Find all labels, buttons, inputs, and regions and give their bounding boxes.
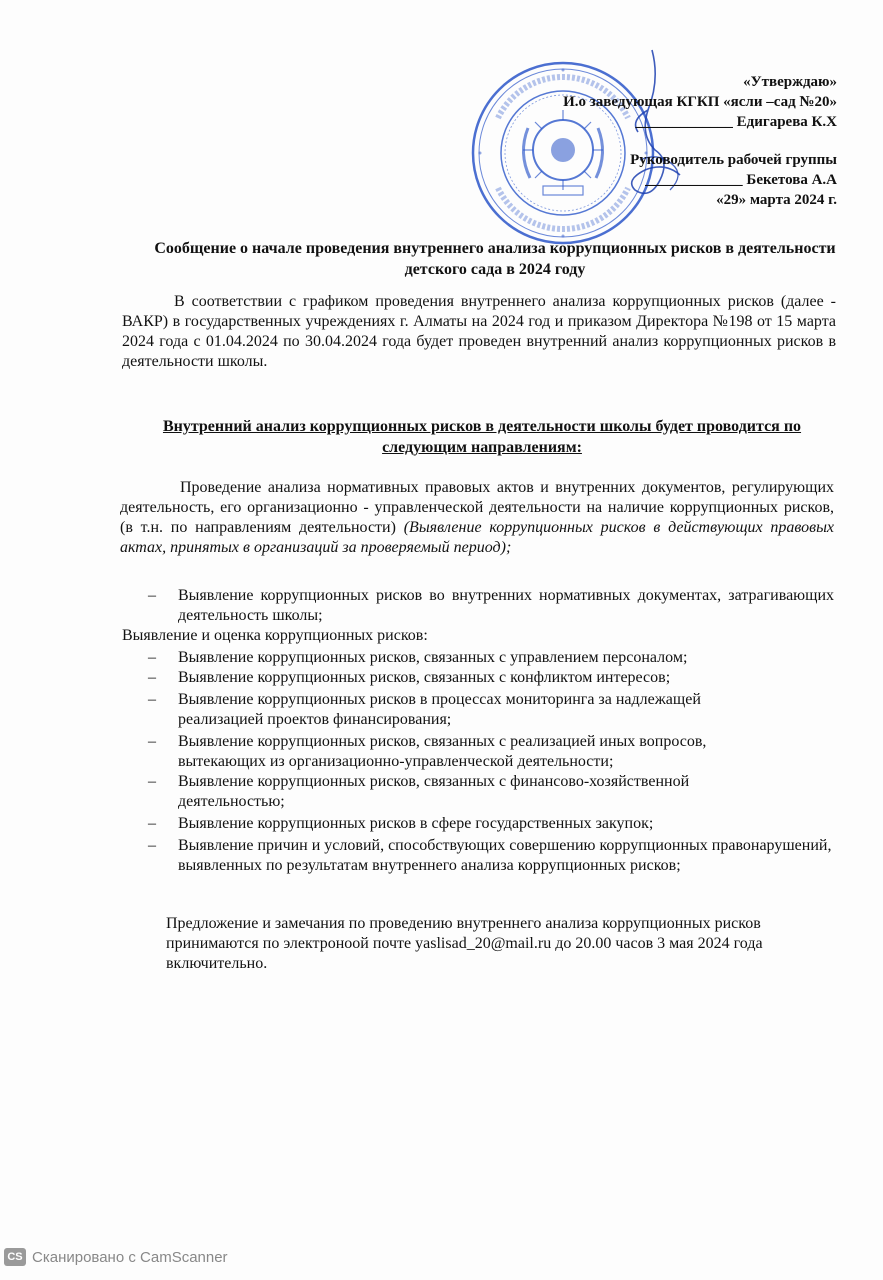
group-leader-signature-line: _____________ Бекетова А.А: [645, 172, 837, 188]
intro-paragraph: В соответствии с графиком проведения внутреннего анализа коррупционных рисков (далее - ВАКР) в государственных учреждениях г. Алматы на 2024 год и приказом Директора №198 от 15 марта 2024 года с 01.04.2024 по 30.04.2024 года будет проведен внутренний анализ коррупционных рисков в деятельности школы.: [122, 293, 836, 370]
closing-paragraph: Предложение и замечания по проведению внутреннего анализа коррупционных рисков принимаются по электроноой почте yaslisad_20@mail.ru до 20.00 часов 3 мая 2024 года включительно.: [166, 915, 763, 972]
dash-bullet: –: [148, 691, 156, 708]
list-item-text: Выявление коррупционных рисков, связанных с финансово-хозяйственной деятельностью;: [178, 773, 690, 810]
head-signature-line: _____________ Едигарева К.Х: [635, 114, 837, 130]
list-item-text: Выявление коррупционных рисков, связанных с управлением персоналом;: [178, 649, 688, 666]
camscanner-watermark: [4, 1248, 228, 1266]
list-item-text: Выявление коррупционных рисков в сфере государственных закупок;: [178, 815, 654, 832]
dash-bullet: –: [148, 587, 156, 604]
analysis-italic-note: (Выявление коррупционных рисков в действующих правовых актах, принятых в организаций за проверяемый период);: [120, 519, 835, 556]
list-item-text: Выявление коррупционных рисков в процессах мониторинга за надлежащей реализацией проектов финансирования;: [178, 691, 701, 728]
document-title: Сообщение о начале проведения внутреннего анализа коррупционных рисков в деятельности детского сада в 2024 году: [154, 240, 836, 278]
list-item-text: Выявление коррупционных рисков во внутренних нормативных документах, затрагивающих деятельность школы;: [178, 587, 834, 624]
risk-section-label: Выявление и оценка коррупционных рисков:: [122, 627, 428, 644]
dash-bullet: –: [148, 815, 156, 832]
analysis-text: Проведение анализа нормативных правовых актов и внутренних документов, регулирующих деятельность, его организационно - управленческой деятельности на наличие коррупционных рисков, (в т.н. по направлениям деятельности): [120, 479, 834, 536]
dash-bullet: –: [148, 733, 156, 750]
approval-block: [507, 72, 837, 210]
approval-date: «29» марта 2024 г.: [716, 192, 837, 208]
approve-label: «Утверждаю»: [743, 74, 837, 90]
directions-heading: Внутренний анализ коррупционных рисков в деятельности школы будет проводится по следующим направлениям:: [162, 418, 802, 456]
analysis-paragraph: [120, 478, 834, 558]
group-leader-title: Руководитель рабочей группы: [630, 152, 837, 168]
camscanner-text: Сканировано с CamScanner: [32, 1248, 228, 1266]
dash-bullet: –: [148, 669, 156, 686]
list-item-text: Выявление коррупционных рисков, связанных с конфликтом интересов;: [178, 669, 671, 686]
dash-bullet: –: [148, 837, 156, 854]
list-item: [148, 586, 838, 628]
list-item-text: Выявление причин и условий, способствующих совершению коррупционных правонарушений, выявленных по результатам внутреннего анализа коррупционных рисков;: [178, 837, 832, 874]
list-item-text: Выявление коррупционных рисков, связанных с реализацией иных вопросов, вытекающих из организационно-управленческой деятельности;: [178, 733, 707, 770]
camscanner-logo-icon: CS: [4, 1248, 26, 1266]
dash-bullet: –: [148, 649, 156, 666]
dash-bullet: –: [148, 773, 156, 790]
head-position: И.о заведующая КГКП «ясли –сад №20»: [563, 94, 837, 110]
